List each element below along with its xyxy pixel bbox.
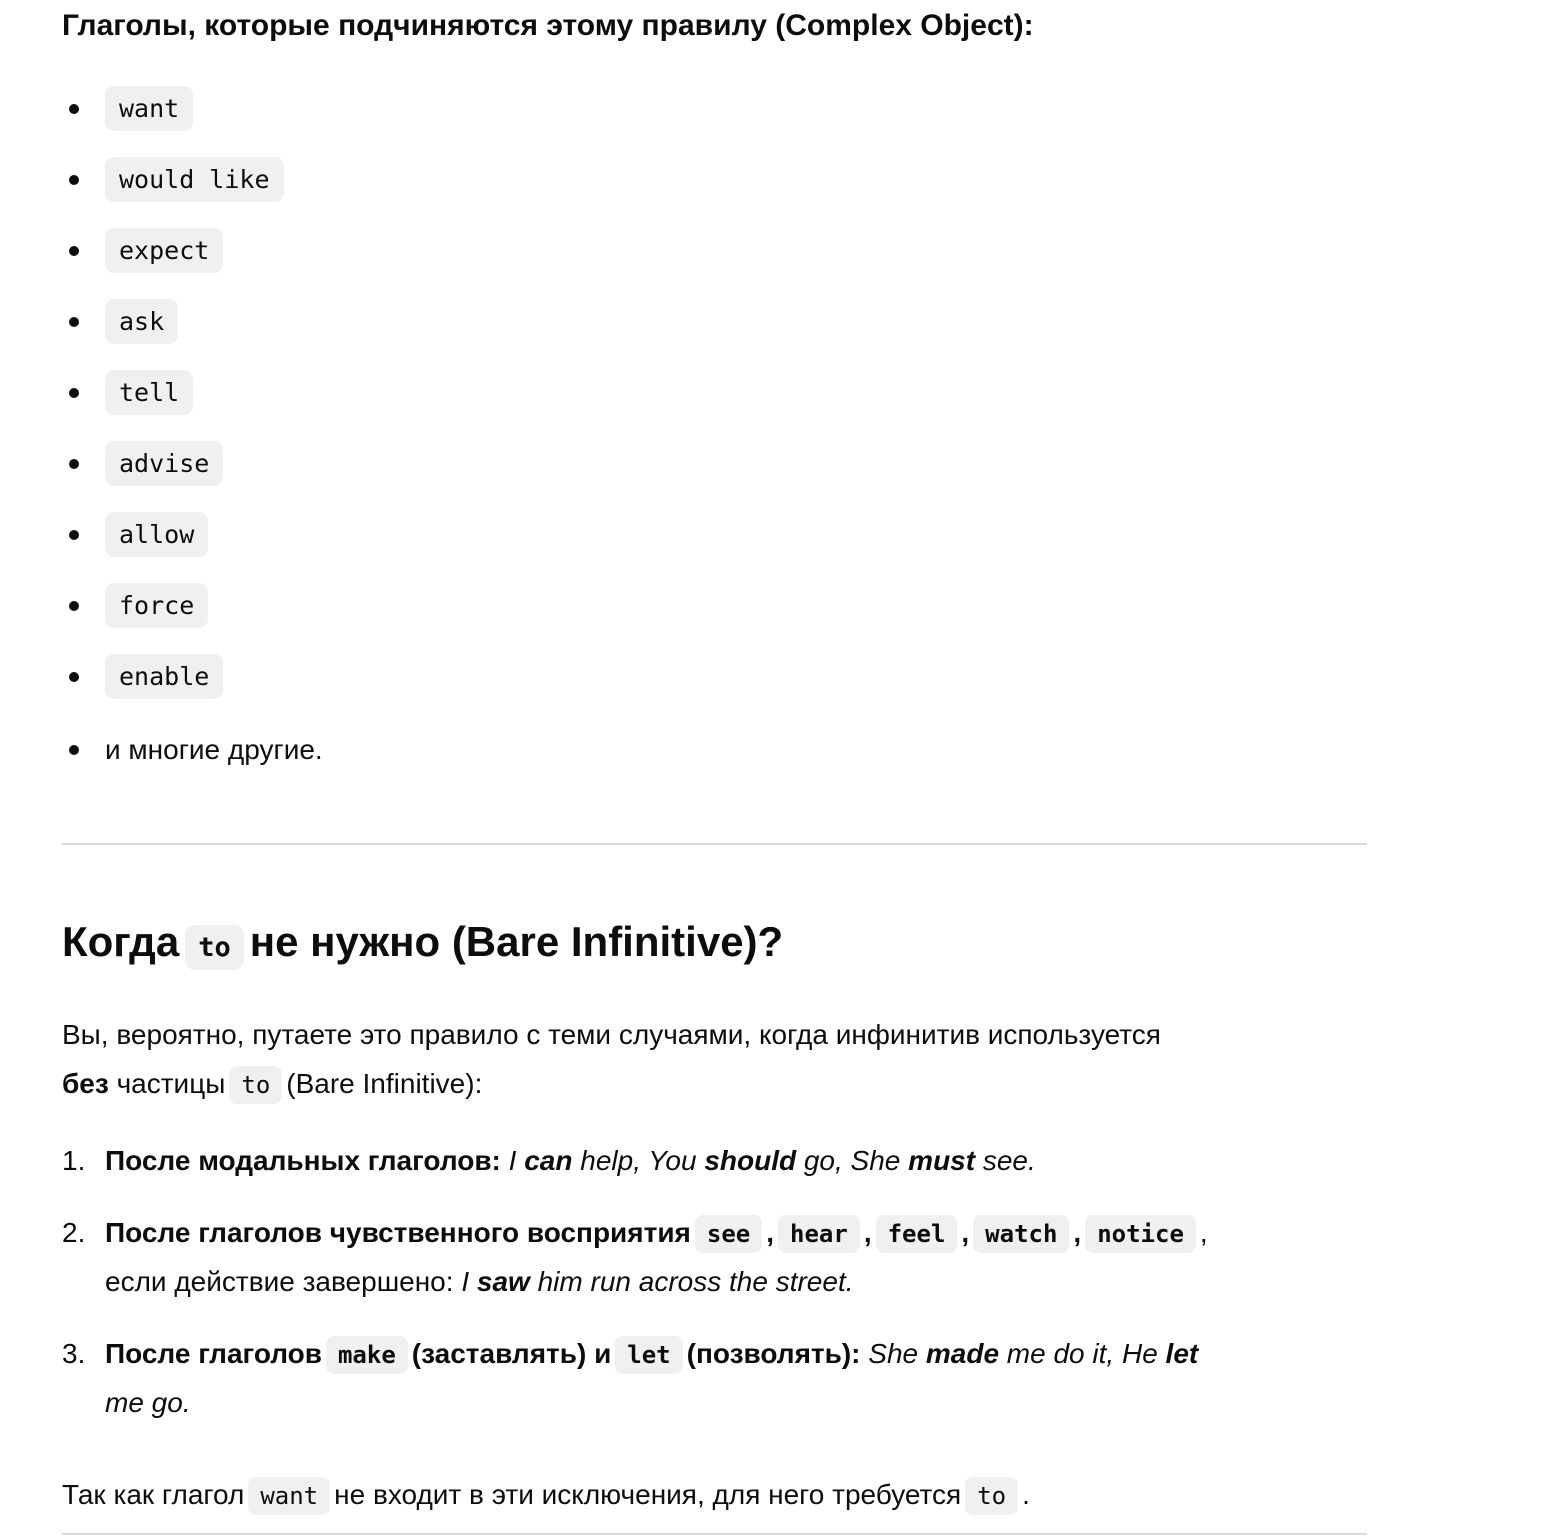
inline-code-chip: would like [105, 157, 284, 202]
list-item [62, 583, 1367, 628]
text-segment: , [961, 1217, 970, 1248]
bullet-icon [69, 745, 79, 755]
list-item [62, 370, 1367, 415]
inline-code-chip: want [248, 1477, 330, 1515]
inline-code-chip: expect [105, 228, 223, 273]
numbered-item [62, 1329, 1367, 1427]
text-segment: После глаголов [105, 1338, 322, 1369]
text-segment: I [508, 1145, 525, 1176]
text-segment: must [908, 1145, 976, 1176]
bullet-icon [69, 104, 79, 114]
text-segment: После модальных глаголов: [105, 1145, 509, 1176]
text-segment: , [766, 1217, 775, 1248]
inline-code-chip: let [615, 1336, 682, 1374]
list-item [62, 654, 1367, 699]
bullet-icon [69, 672, 79, 682]
text-segment: частицы [108, 1068, 226, 1099]
text-segment: me do it, He [999, 1338, 1166, 1369]
text-segment: , [863, 1217, 872, 1248]
list-number: 1. [62, 1145, 86, 1176]
text-segment: made [925, 1338, 1000, 1369]
text-segment: После глаголов чувственного восприятия [105, 1217, 691, 1248]
text-segment: (позволять): [686, 1338, 869, 1369]
bullet-icon [69, 459, 79, 469]
text-segment: , [1199, 1217, 1208, 1248]
text-segment: не входит в эти исключения, для него требуется [334, 1479, 962, 1510]
list-item-text [105, 1136, 1367, 1185]
list-item-text [105, 1208, 1367, 1306]
inline-code-chip: make [326, 1336, 408, 1374]
bullet-icon [69, 388, 79, 398]
text-segment: should [704, 1145, 797, 1176]
numbered-item [62, 1208, 1367, 1306]
text-segment: . [1022, 1479, 1030, 1510]
text-segment: I [461, 1266, 477, 1297]
text-segment: , [1073, 1217, 1082, 1248]
bullet-icon [69, 601, 79, 611]
section2-heading [62, 915, 1367, 970]
inline-code-chip: feel [876, 1215, 958, 1253]
text-segment: Так как глагол [62, 1479, 245, 1510]
text-segment: если действие завершено: [105, 1266, 462, 1297]
inline-code-chip: to [185, 925, 244, 970]
inline-code-chip: to [965, 1477, 1018, 1515]
text-segment: Вы, вероятно, путаете это правило с теми случаями, когда инфинитив используется [62, 1019, 1161, 1050]
complex-object-verbs-list [62, 86, 1367, 800]
inline-code-chip: hear [778, 1215, 860, 1253]
list-item [62, 157, 1367, 202]
text-segment: Когда [62, 918, 180, 965]
list-number: 2. [62, 1217, 86, 1248]
text-segment: see. [975, 1145, 1036, 1176]
text-segment: him run across the street. [529, 1266, 854, 1297]
divider-bottom [62, 1533, 1367, 1535]
inline-code-chip: advise [105, 441, 223, 486]
list-item [62, 512, 1367, 557]
text-segment: me go. [105, 1387, 191, 1418]
bullet-icon [69, 175, 79, 185]
inline-code-chip: ask [105, 299, 178, 344]
bullet-icon [69, 246, 79, 256]
inline-code-chip: force [105, 583, 208, 628]
list-item [62, 86, 1367, 131]
inline-code-chip: watch [973, 1215, 1069, 1253]
section2-intro-paragraph [62, 1010, 1367, 1108]
text-segment: go, She [796, 1145, 909, 1176]
list-item [62, 441, 1367, 486]
inline-code-chip: allow [105, 512, 208, 557]
bare-infinitive-exceptions-list [62, 1136, 1367, 1450]
text-segment: (Bare Infinitive): [286, 1068, 483, 1099]
inline-code-chip: tell [105, 370, 193, 415]
inline-code-chip: enable [105, 654, 223, 699]
list-number: 3. [62, 1338, 86, 1369]
list-item [62, 299, 1367, 344]
text-segment: let [1165, 1338, 1199, 1369]
list-item [62, 228, 1367, 273]
text-segment: без [62, 1068, 109, 1099]
section2-outro-paragraph [62, 1470, 1367, 1519]
inline-code-chip: want [105, 86, 193, 131]
inline-code-chip: to [229, 1066, 282, 1104]
text-segment: saw [476, 1266, 530, 1297]
list-item-text [105, 1329, 1367, 1427]
text-segment: can [524, 1145, 573, 1176]
text-segment: не нужно (Bare Infinitive)? [249, 918, 784, 965]
text-segment: She [868, 1338, 926, 1369]
divider-top [62, 843, 1367, 845]
section1-heading: Глаголы, которые подчиняются этому правилу (Complex Object): [62, 9, 1034, 42]
bullet-icon [69, 530, 79, 540]
text-segment: help, You [572, 1145, 705, 1176]
inline-code-chip: notice [1085, 1215, 1196, 1253]
text-segment: и многие другие. [105, 734, 323, 765]
text-segment: (заставлять) и [411, 1338, 612, 1369]
bullet-icon [69, 317, 79, 327]
numbered-item [62, 1136, 1367, 1185]
list-item [62, 725, 1367, 774]
inline-code-chip: see [695, 1215, 762, 1253]
